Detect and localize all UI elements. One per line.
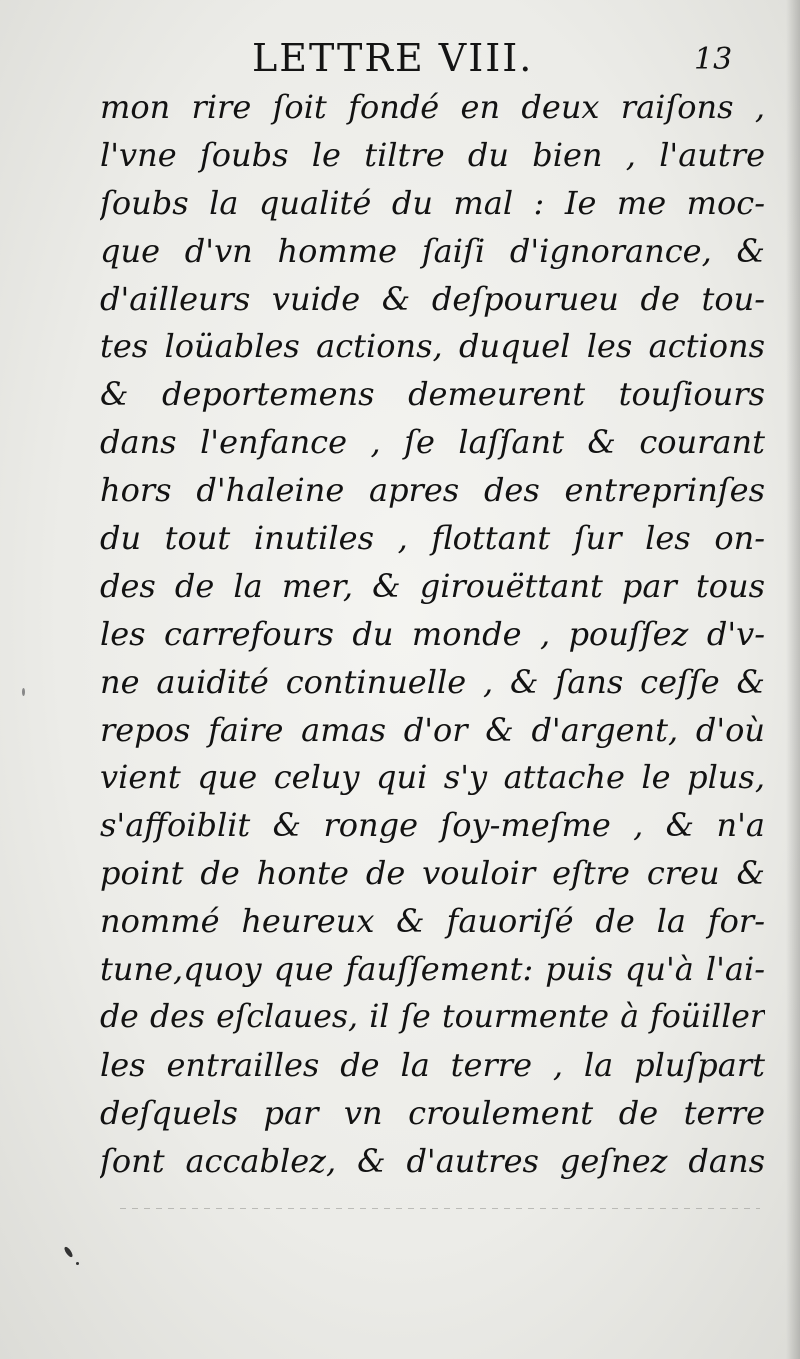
text-line: l'vne ſoubs le tiltre du bien , l'autre (100, 135, 765, 174)
text-line: les carrefours du monde , pouſſez d'v- (100, 614, 765, 653)
text-line: repos faire amas d'or & d'argent, d'où (100, 710, 765, 749)
text-line: tes loüables actions, duquel les actions (100, 327, 765, 366)
text-line: des de la mer, & girouëttant par tous (100, 566, 765, 605)
text-line: ſoubs la qualité du mal : Ie me moc- (100, 183, 765, 222)
text-line: ſont accablez, & d'autres geſnez dans (100, 1141, 765, 1180)
text-line: & deportemens demeurent touſiours (100, 375, 765, 414)
page-header (0, 36, 800, 84)
ink-speck (76, 1262, 79, 1265)
text-line: hors d'haleine apres des entreprinſes (100, 471, 765, 510)
text-line: de des eſclaues, il ſe tourmente à foüiller (100, 998, 765, 1035)
text-line: deſquels par vn croulement de terre (100, 1093, 765, 1132)
text-line: ne auidité continuelle , & ſans ceſſe & (100, 662, 765, 701)
text-line: point de honte de vouloir eſtre creu & (100, 854, 765, 893)
body-text (100, 84, 765, 1214)
ink-speck (63, 1246, 74, 1259)
text-line: du tout inutiles , flottant ſur les on- (100, 519, 765, 558)
text-line: s'affoiblit & ronge ſoy-meſme , & n'a (100, 806, 765, 845)
text-line: vient que celuy qui s'y attache le plus, (100, 758, 765, 797)
text-line: tune,quoy que fauſſement: puis qu'à l'ai- (100, 950, 765, 989)
text-line: les entrailles de la terre , la pluſpart (100, 1045, 765, 1084)
page-edge-shadow (786, 0, 800, 1359)
text-line: d'ailleurs vuide & deſpourueu de tou- (100, 279, 765, 318)
text-line: mon rire ſoit fondé en deux raiſons , (100, 88, 765, 126)
bleed-through-rule (120, 1208, 760, 1209)
ink-speck (22, 688, 25, 696)
page-number: 13 (694, 42, 733, 77)
text-line: dans l'enfance , ſe laſſant & courant (100, 423, 765, 462)
running-title: LETTRE VIII. (252, 36, 534, 80)
text-line: nommé heureux & fauoriſé de la for- (100, 902, 765, 941)
text-line: que d'vn homme ſaiſi d'ignorance, & (100, 231, 765, 270)
